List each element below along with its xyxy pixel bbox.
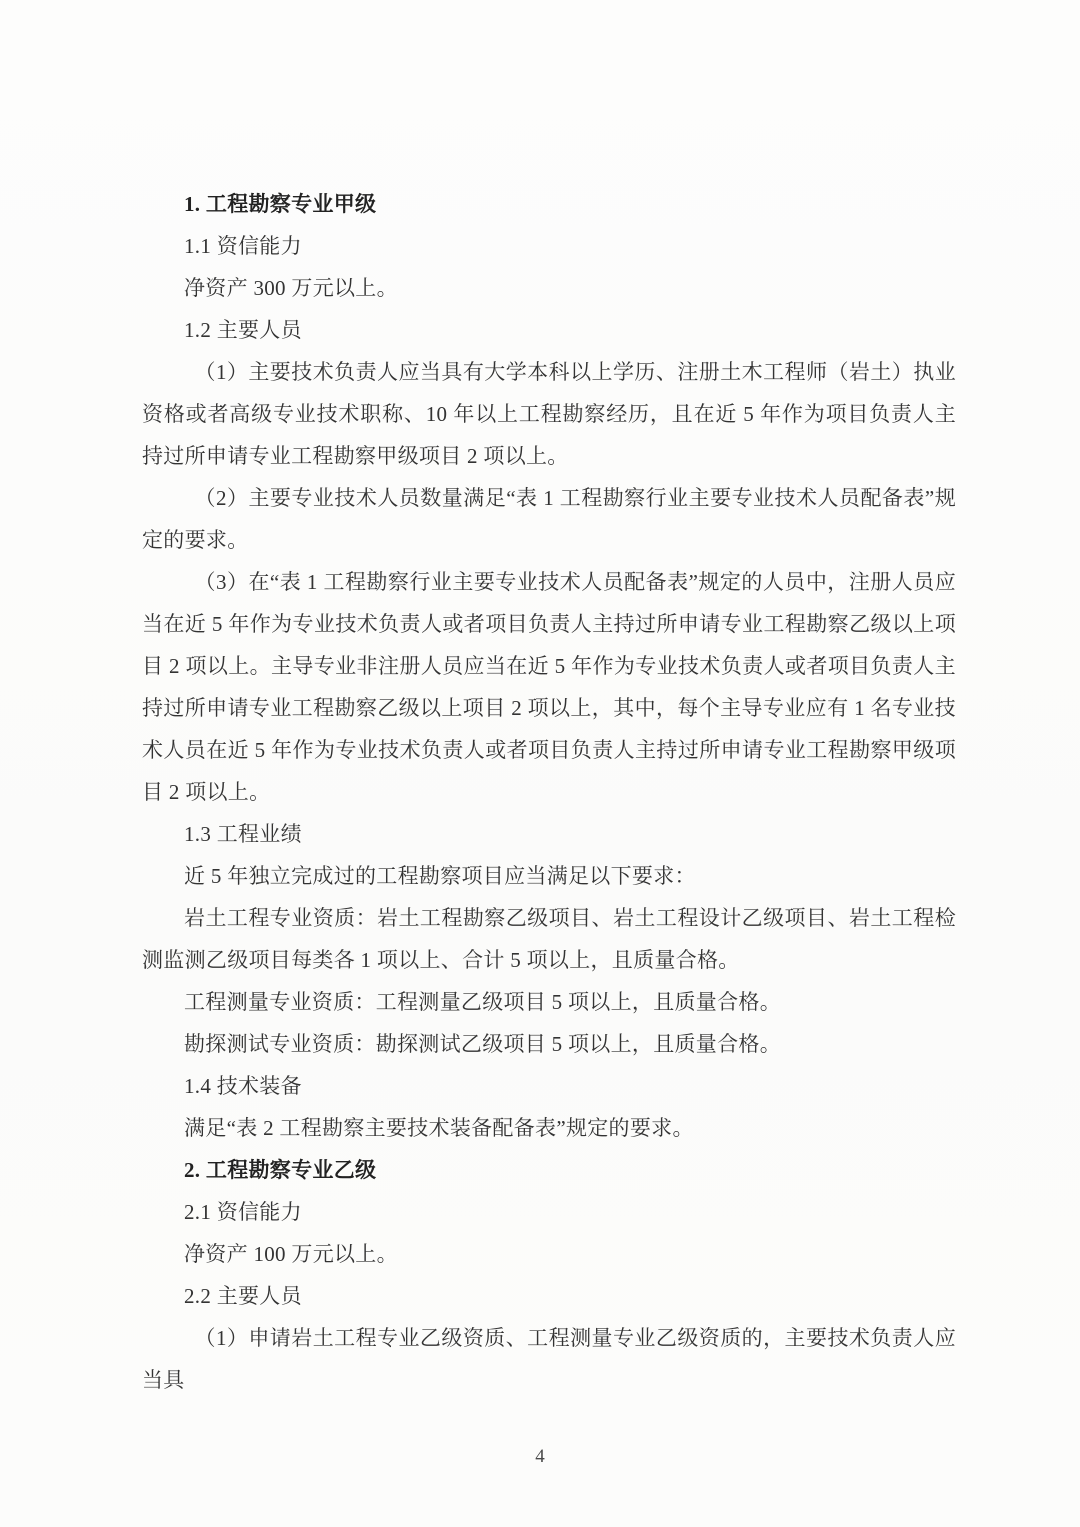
paragraph-table2-requirement: 满足“表 2 工程勘察主要技术装备配备表”规定的要求。 <box>184 1116 694 1140</box>
paragraph-item-2-staff-table1: （2）主要专业技术人员数量满足“表 1 工程勘察行业主要专业技术人员配备表”规定的要求。 <box>142 486 956 552</box>
paragraph-item-3-registered: （3）在“表 1 工程勘察行业主要专业技术人员配备表”规定的人员中，注册人员应当在近 5 年作为专业技术负责人或者项目负责人主持过所申请专业工程勘察乙级以上项目 2 项以上。主导专业非注册人员应当在近 5 年作为专业技术负责人或者项目负责人主持过所申请专业工程勘察乙级以上项目 2 项以上，其中，每个主导专业应有 1 名专业技术人员在近 5 年作为专业技术负责人或者项目负责人主持过所申请专业工程勘察甲级项目 2 项以上。 <box>142 570 956 804</box>
paragraph-item-1-grade-b: （1）申请岩土工程专业乙级资质、工程测量专业乙级资质的，主要技术负责人应当具 <box>142 1326 956 1392</box>
paragraph-exploration-quals: 勘探测试专业资质：勘探测试乙级项目 5 项以上，且质量合格。 <box>184 1032 781 1056</box>
page-number: 4 <box>535 1446 545 1467</box>
paragraph-net-assets-100: 净资产 100 万元以上。 <box>184 1242 398 1266</box>
section-heading-grade-a: 1. 工程勘察专业甲级 <box>184 192 377 216</box>
subheading-1-2-key-personnel: 1.2 主要人员 <box>184 318 302 342</box>
paragraph-survey-quals: 工程测量专业资质：工程测量乙级项目 5 项以上，且质量合格。 <box>184 990 781 1014</box>
paragraph-5yr-requirements: 近 5 年独立完成过的工程勘察项目应当满足以下要求： <box>184 864 696 888</box>
paragraph-geotechnical-quals: 岩土工程专业资质：岩土工程勘察乙级项目、岩土工程设计乙级项目、岩土工程检测监测乙级项目每类各 1 项以上、合计 5 项以上，且质量合格。 <box>142 906 956 972</box>
paragraph-net-assets-300: 净资产 300 万元以上。 <box>184 276 398 300</box>
subheading-1-1-credit-capacity: 1.1 资信能力 <box>184 234 302 258</box>
section-heading-grade-b: 2. 工程勘察专业乙级 <box>184 1158 377 1182</box>
subheading-1-4-equipment: 1.4 技术装备 <box>184 1074 302 1098</box>
document-body <box>142 183 956 1401</box>
subheading-2-2-key-personnel: 2.2 主要人员 <box>184 1284 302 1308</box>
subheading-1-3-performance: 1.3 工程业绩 <box>184 822 302 846</box>
paragraph-item-1-tech-leader: （1）主要技术负责人应当具有大学本科以上学历、注册土木工程师（岩土）执业资格或者高级专业技术职称、10 年以上工程勘察经历，且在近 5 年作为项目负责人主持过所申请专业工程勘察甲级项目 2 项以上。 <box>142 360 956 468</box>
subheading-2-1-credit-capacity: 2.1 资信能力 <box>184 1200 302 1224</box>
